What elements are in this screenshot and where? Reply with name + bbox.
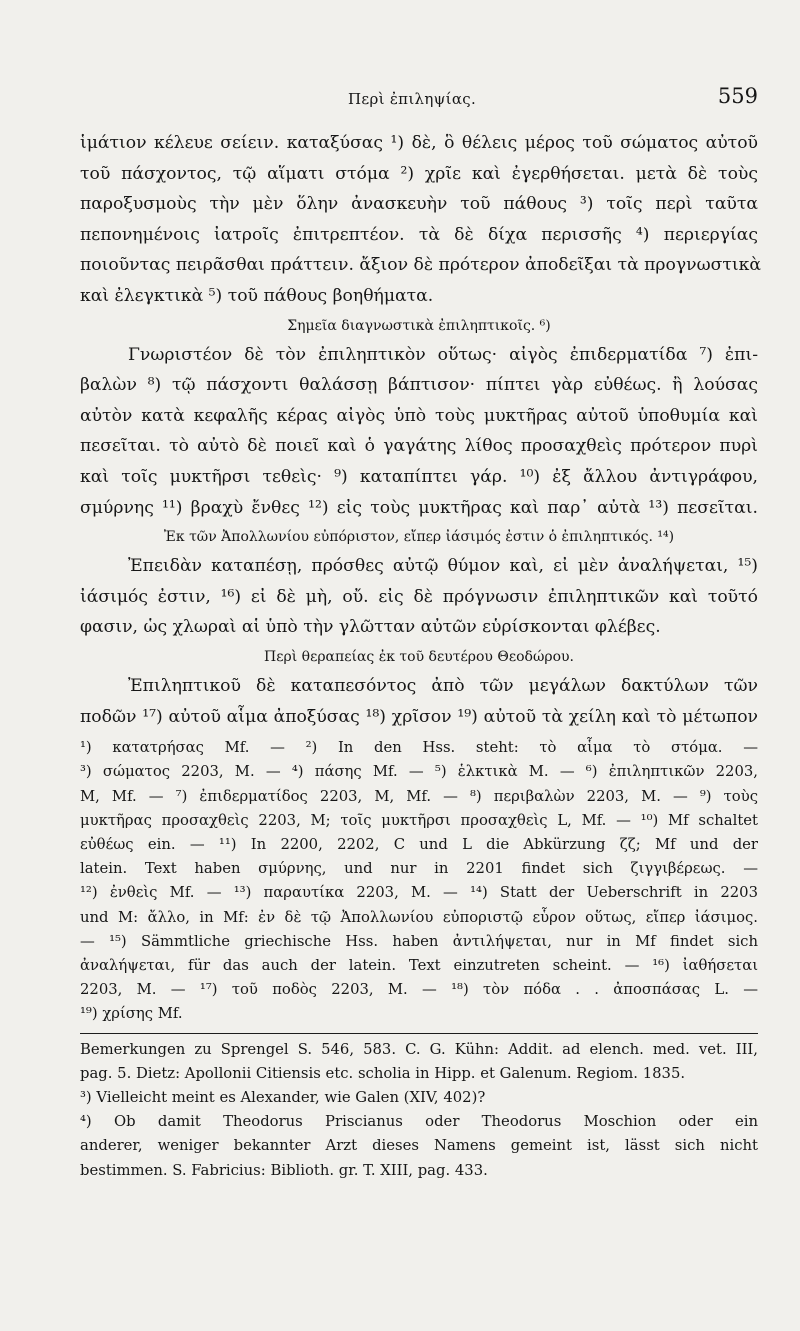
footnote-line: 2203, M. — ¹⁷) τοῦ ποδὸς 2203, M. — ¹⁸) τὸν πόδα . . ἀποσπάσας L. — [80,981,758,999]
text-line: Ἐπιληπτικοῦ δὲ καταπεσόντος ἀπὸ τῶν μεγάλων δακτύλων τῶν [128,675,758,696]
footnote-line: und M: ἄλλο, in Mf: ἐν δὲ τῷ Ἀπολλωνίου εὐποριστῷ εὗρον οὕτως, εἴπερ ἰάσιμος. [80,908,758,926]
footnote-line: latein. Text haben σμύρνης, und nur in 2201 findet sich ζιγγιβέρεως. — [80,860,758,878]
text-line: ἰάσιμός ἐστιν, ¹⁶) εἰ δὲ μὴ, οὔ. εἰς δὲ πρόγνωσιν ἐπιληπτικῶν καὶ τοῦτό [80,586,758,607]
page-header [80,84,758,128]
section-heading: Ἐκ τῶν Ἀπολλωνίου εὐπόριστον, εἴπερ ἰάσιμός ἐστιν ὁ ἐπιληπτικός. ¹⁴) [163,529,675,546]
text-line: βαλὼν ⁸) τῷ πάσχοντι θαλάσσῃ βάπτισον· πίπτει γὰρ εὐθέως. ἢ λούσας [80,375,758,396]
text-line: τοῦ πάσχοντος, τῷ αἵματι στόμα ²) χρῖε καὶ ἐγερθήσεται. μετὰ δὲ τοὺς [80,163,758,184]
text-line: σμύρνης ¹¹) βραχὺ ἔνθες ¹²) εἰς τοὺς μυκτῆρας καὶ παρ᾽ αὐτὰ ¹³) πεσεῖται. [80,497,758,518]
editor-note-line: ⁴) Ob damit Theodorus Priscianus oder Theodorus Moschion oder ein [80,1113,758,1131]
footnote-line: M, Mf. — ⁷) ἐπιδερματίδος 2203, M, Mf. — ⁸) περιβαλὼν 2203, M. — ⁹) τοὺς [80,787,758,805]
text-line: καὶ τοῖς μυκτῆρσι τεθεὶς· ⁹) καταπίπτει γάρ. ¹⁰) ἐξ ἄλλου ἀντιγράφου, [80,466,758,487]
text-line: Ἐπειδὰν καταπέσῃ, πρόσθες αὐτῷ θύμον καὶ, εἰ μὲν ἀναλήψεται, ¹⁵) [128,556,758,577]
running-head: Περὶ ἐπιληψίας. [348,90,477,108]
text-line: ἱμάτιον κέλευε σείειν. καταξύσας ¹) δὲ, ὃ θέλεις μέρος τοῦ σώματος αὐτοῦ [80,133,758,153]
footnote-line: μυκτῆρας προσαχθεὶς 2203, M; τοῖς μυκτῆρσι προσαχθεὶς L, Mf. — ¹⁰) Mf schaltet [80,811,758,829]
text-line: ποδῶν ¹⁷) αὐτοῦ αἷμα ἀποξύσας ¹⁸) χρῖσον ¹⁹) αὐτοῦ τὰ χείλη καὶ τὸ μέτωπον [80,706,758,727]
editor-note-line: pag. 5. Dietz: Apollonii Citiensis etc. scholia in Hipp. et Galenum. Regiom. 1835. [80,1064,686,1082]
footnote-line: ³) σώματος 2203, M. — ⁴) πάσης Mf. — ⁵) ἑλκτικὰ M. — ⁶) ἐπιληπτικῶν 2203, [80,763,758,781]
text-line: καὶ ἐλεγκτικὰ ⁵) τοῦ πάθους βοηθήματα. [80,285,434,306]
text-line: Γνωριστέον δὲ τὸν ἐπιληπτικὸν οὕτως· αἰγὸς ἐπιδερματίδα ⁷) ἐπι- [128,344,758,365]
footnote-line: — ¹⁵) Sämmtliche griechische Hss. haben ἀντιλήψεται, nur in Mf findet sich [80,932,758,950]
text-line: ποιοῦντας πειρᾶσθαι πράττειν. ἄξιον δὲ πρότερον ἀποδεῖξαι τὰ προγνωστικὰ [80,255,761,276]
section-heading: Σημεῖα διαγνωστικὰ ἐπιληπτικοῖς. ⁶) [287,317,551,334]
footnote-divider [80,1033,758,1034]
page-number: 559 [717,84,758,108]
section-heading: Περὶ θεραπείας ἐκ τοῦ δευτέρου Θεοδώρου. [264,648,574,665]
editor-note-line: ³) Vielleicht meint es Alexander, wie Galen (XIV, 402)? [80,1088,486,1106]
footnotes [80,736,758,1026]
text-line: πεσεῖται. τὸ αὐτὸ δὲ ποιεῖ καὶ ὁ γαγάτης λίθος προσαχθεὶς πρότερον πυρὶ [80,436,758,457]
text-line: φασιν, ὡς χλωραὶ αἱ ὑπὸ τὴν γλῶτταν αὐτῶν εὑρίσκονται φλέβες. [80,617,661,638]
editor-notes [80,1038,758,1183]
footnote-line: εὐθέως ein. — ¹¹) In 2200, 2202, C und L die Abkürzung ζζ; Mf und der [80,835,758,853]
footnote-line: ¹²) ἐνθεὶς Mf. — ¹³) παραυτίκα 2203, M. — ¹⁴) Statt der Ueberschrift in 2203 [80,884,758,902]
footnote-line: ¹) κατατρήσας Mf. — ²) In den Hss. steht: τὸ αἷμα τὸ στόμα. — [80,739,758,757]
greek-text-body [80,128,761,732]
editor-note-line: anderer, weniger bekannter Arzt dieses Namens gemeint ist, lässt sich nicht [80,1137,758,1155]
editor-note-line: bestimmen. S. Fabricius: Biblioth. gr. T. XIII, pag. 433. [80,1161,488,1179]
footnote-line: ¹⁹) χρίσης Mf. [80,1005,183,1023]
footnote-line: ἀναλήψεται, für das auch der latein. Text einzutreten scheint. — ¹⁶) ἰαθήσεται [80,956,758,974]
text-line: παροξυσμοὺς τὴν μὲν ὅλην ἀνασκευὴν τοῦ πάθους ³) τοῖς περὶ ταῦτα [80,194,758,215]
editor-note-line: Bemerkungen zu Sprengel S. 546, 583. C. G. Kühn: Addit. ad elench. med. vet. III, [80,1040,758,1058]
text-line: αὐτὸν κατὰ κεφαλῆς κέρας αἰγὸς ὑπὸ τοὺς μυκτῆρας αὐτοῦ ὑποθυμία καὶ [80,405,758,426]
text-line: πεπονημένοις ἰατροῖς ἐπιτρεπτέον. τὰ δὲ δίχα περισσῆς ⁴) περιεργίας [80,224,758,245]
